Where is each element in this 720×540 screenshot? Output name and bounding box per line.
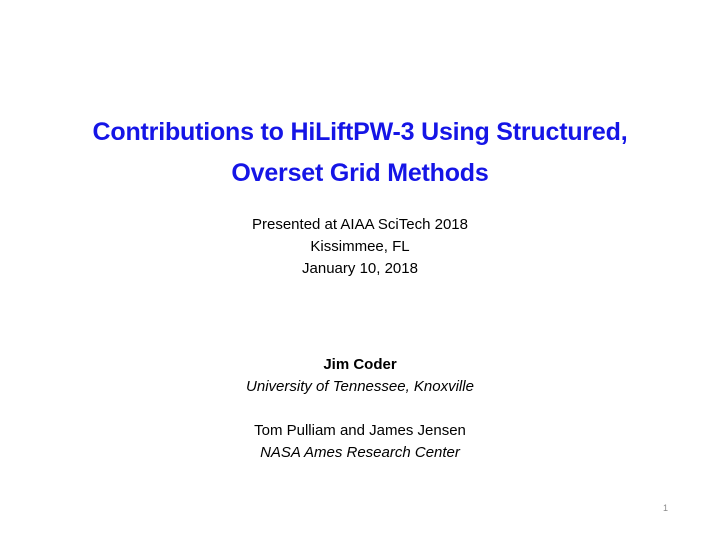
authors-block	[0, 354, 720, 464]
date-text: January 10, 2018	[302, 260, 418, 277]
event-text: Presented at AIAA SciTech 2018	[252, 216, 468, 233]
presentation-info	[0, 214, 720, 280]
title-line-1: Contributions to HiLiftPW-3 Using Structured,	[92, 118, 628, 146]
location-text: Kissimmee, FL	[310, 238, 410, 255]
author-spacer	[0, 398, 720, 420]
primary-author-affiliation: University of Tennessee, Knoxville	[246, 378, 474, 395]
primary-author-name: Jim Coder	[323, 356, 397, 373]
title-line-2: Overset Grid Methods	[231, 159, 489, 187]
co-author-affiliation: NASA Ames Research Center	[260, 444, 460, 461]
slide-title	[0, 112, 720, 194]
co-author-names: Tom Pulliam and James Jensen	[254, 422, 466, 439]
page-number: 1	[662, 503, 668, 513]
